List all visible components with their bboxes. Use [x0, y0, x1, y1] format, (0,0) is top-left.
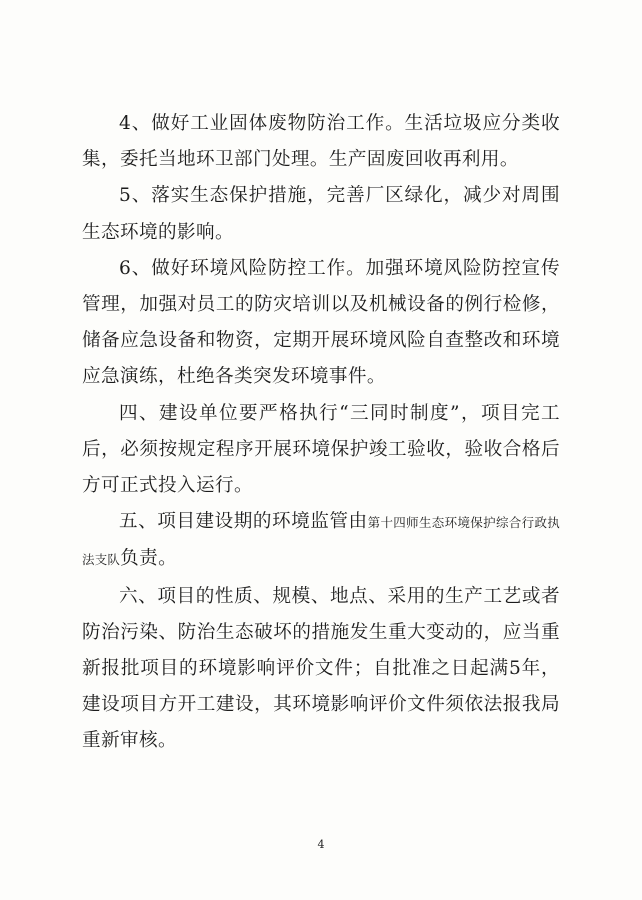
- supervision-text-after: 负责。: [120, 548, 178, 570]
- paragraph-major-changes: 六、项目的性质、规模、地点、采用的生产工艺或者防治污染、防治生态破坏的措施发生重大变动的，应当重新报批项目的环境影响评价文件；自批准之日起满5年，建设项目方开工建设，其环境影响评价文件须依法报我局重新审核。: [82, 585, 560, 752]
- page-number: 4: [317, 838, 325, 851]
- paragraph-supervision: [82, 504, 560, 578]
- paragraph-environmental-risk: 6、做好环境风险防控工作。加强环境风险防控宣传管理，加强对员工的防灾培训以及机械设备的例行检修，储备应急设备和物资，定期开展环境风险自查整改和环境应急演练，杜绝各类突发环境事件。: [82, 257, 560, 388]
- paragraph-ecological-protection: 5、落实生态保护措施，完善厂区绿化，减少对周围生态环境的影响。: [82, 185, 560, 243]
- supervision-text-before: 五、项目建设期的环境监管由: [119, 511, 368, 533]
- document-body: [82, 106, 560, 760]
- paragraph-three-simultaneous: 四、建设单位要严格执行“三同时制度”，项目完工后，必须按规定程序开展环境保护竣工验收，验收合格后方可正式投入运行。: [82, 402, 560, 497]
- supervision-agency-name: 第十四师生态环境保护综合行政执法支队: [82, 515, 560, 568]
- paragraph-solid-waste: 4、做好工业固体废物防治工作。生活垃圾应分类收集，委托当地环卫部门处理。生产固废回收再利用。: [82, 113, 560, 171]
